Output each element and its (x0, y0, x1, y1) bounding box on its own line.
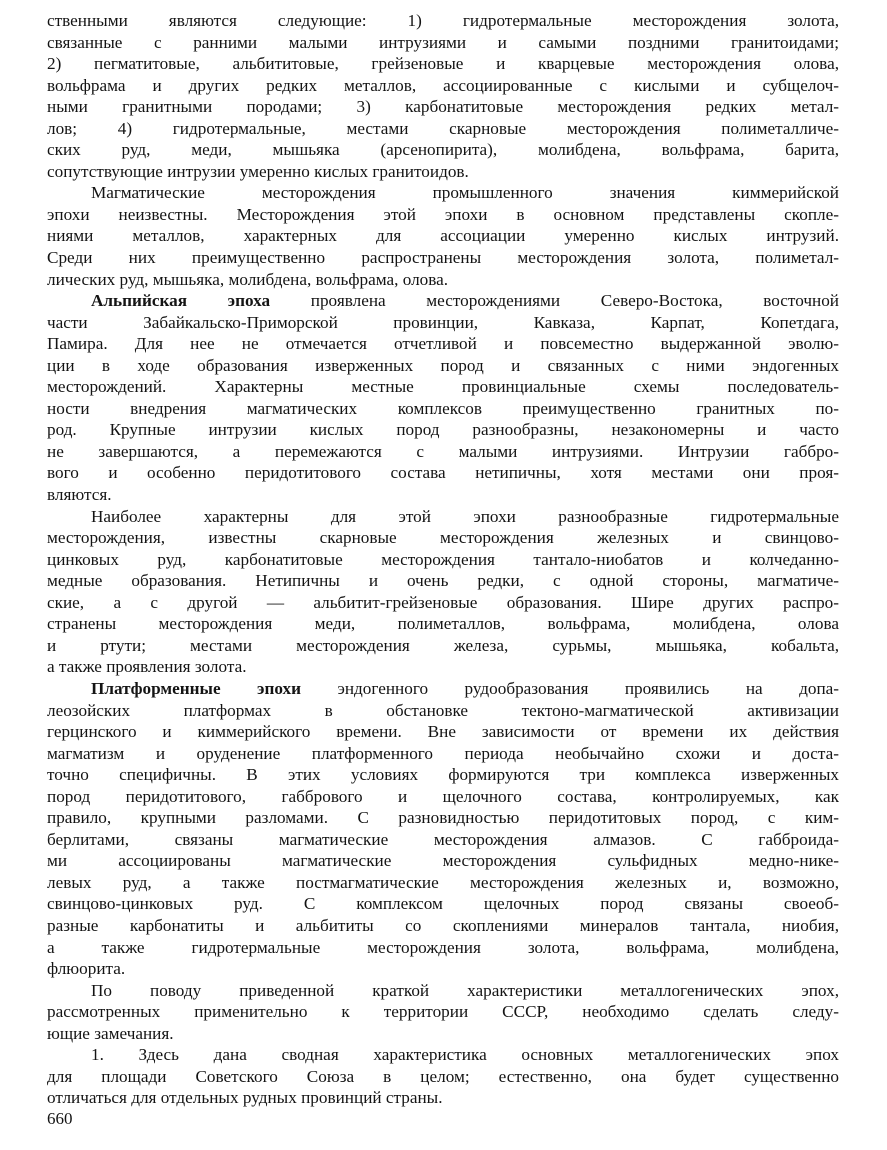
text-line: ными гранитными породами; 3) карбонатитовые месторождения редких метал- (47, 97, 839, 117)
paragraph-platform-epochs (47, 678, 839, 980)
text-line: а также гидротермальные месторождения золота, вольфрама, молибдена, (47, 937, 839, 957)
text-line (47, 290, 839, 312)
text-line: флюорита. (47, 959, 126, 979)
text-line: ции в ходе образования изверженных пород и связанных с ними эндогенных (47, 355, 839, 375)
text-line: и ртути; местами месторождения железа, сурьмы, мышьяка, кобальта, (47, 635, 839, 655)
text-line: вольфрама и других редких металлов, ассоциированные с кислыми и субщелоч- (47, 75, 839, 95)
text-line: ских руд, меди, мышьяка (арсенопирита), молибдена, вольфрама, барита, (47, 140, 839, 160)
text-line: лов; 4) гидротермальные, местами скарновые месторождения полиметалличе- (47, 118, 839, 138)
text-line: левых руд, а также постмагматические месторождения железных и, возможно, (47, 872, 839, 892)
text-line: ские, а с другой — альбитит-грейзеновые образования. Шире других распро- (47, 592, 839, 612)
text-line: Памира. Для нее не отмечается отчетливой и повсеместно выдержанной эволю- (47, 334, 839, 354)
term-alpine-epoch: Альпийская эпоха (91, 291, 271, 311)
text-line: отличаться для отдельных рудных провинций страны. (47, 1088, 443, 1108)
text-line: цинковых руд, карбонатитовые месторождения тантало-ниобатов и колчеданно- (47, 549, 839, 569)
text-line: лических руд, мышьяка, молибдена, вольфрама, олова. (47, 269, 449, 289)
paragraph-continuation (47, 10, 839, 182)
text-line: ственными являются следующие: 1) гидротермальные месторождения золота, (47, 11, 839, 30)
text-line: разные карбонатиты и альбититы со скоплениями минералов тантала, ниобия, (47, 915, 839, 935)
text-line: медные образования. Нетипичны и очень редки, с одной стороны, магматиче- (47, 571, 839, 591)
paragraph-alpine-deposits (47, 506, 839, 678)
text-line: ниями металлов, характерных для ассоциации умеренно кислых интрузий. (47, 226, 839, 246)
text-line: для площади Советского Союза в целом; естественно, она будет существенно (47, 1066, 839, 1086)
paragraph-cimmerian-magmatic (47, 182, 839, 290)
text-line: месторождений. Характерны местные провинциальные схемы последователь- (47, 377, 839, 397)
text-line (47, 678, 839, 700)
text-line: части Забайкальско-Приморской провинции, Кавказа, Карпат, Копетдага, (47, 312, 839, 332)
paragraph-alpine-epoch (47, 290, 839, 505)
text-line: сопутствующие интрузии умеренно кислых гранитоидов. (47, 161, 469, 181)
text-line: герцинского и киммерийского времени. Вне зависимости от времени их действия (47, 722, 839, 742)
text-line: не завершаются, а перемежаются с малыми интрузиями. Интрузии габбро- (47, 441, 839, 461)
text-line: 1. Здесь дана сводная характеристика основных металлогенических эпох (91, 1045, 839, 1065)
paragraph-remark-1 (47, 1044, 839, 1109)
text-line: вого и особенно перидотитового состава нетипичны, хотя местами они проя- (47, 463, 839, 483)
text-line: эпохи неизвестны. Месторождения этой эпохи в основном представлены скопле- (47, 204, 839, 224)
text-line: пород перидотитового, габбрового и щелочного состава, контролируемых, как (47, 786, 839, 806)
text-line: странены месторождения меди, полиметаллов, вольфрама, молибдена, олова (47, 614, 839, 634)
text-line: Среди них преимущественно распространены месторождения золота, полиметал- (47, 248, 839, 268)
text-line: магматизм и оруденение платформенного периода необычайно схожи и доста- (47, 743, 839, 763)
page-body (47, 10, 839, 1109)
term-platform-epochs: Платформенные эпохи (91, 678, 302, 698)
text-line: ми ассоциированы магматические месторождения сульфидных медно-нике- (47, 851, 839, 871)
text-line: правило, крупными разломами. С разновидностью перидотитовых пород, с ким- (47, 808, 839, 828)
text-line: Наиболее характерны для этой эпохи разнообразные гидротермальные (91, 506, 839, 526)
text-line: связанные с ранними малыми интрузиями и самыми поздними гранитоидами; (47, 32, 839, 52)
text-line: 2) пегматитовые, альбититовые, грейзеновые и кварцевые месторождения олова, (47, 54, 839, 74)
text-line-rest: проявлена месторождениями Северо-Востока, восточной (270, 291, 839, 311)
text-line: точно специфичны. В этих условиях формируются три комплекса изверженных (47, 765, 839, 785)
text-line: свинцово-цинковых руд. С комплексом щелочных пород связаны своеоб- (47, 894, 839, 914)
text-line: берлитами, связаны магматические месторождения алмазов. С габброида- (47, 829, 839, 849)
text-line: По поводу приведенной краткой характеристики металлогенических эпох, (91, 980, 839, 1000)
text-line: Магматические месторождения промышленного значения киммерийской (91, 183, 839, 203)
text-line: рассмотренных применительно к территории СССР, необходимо сделать следу- (47, 1002, 839, 1022)
text-line: месторождения, известны скарновые месторождения железных и свинцово- (47, 528, 839, 548)
text-line: а также проявления золота. (47, 657, 247, 677)
text-line: род. Крупные интрузии кислых пород разнообразны, незакономерны и часто (47, 420, 839, 440)
text-line: леозойских платформах в обстановке тектоно-магматической активизации (47, 700, 839, 720)
text-line-rest: эндогенного рудообразования проявились на допа- (301, 678, 839, 698)
text-line: ности внедрения магматических комплексов преимущественно гранитных по- (47, 398, 839, 418)
text-line: вляются. (47, 485, 112, 505)
paragraph-remarks-intro (47, 980, 839, 1045)
text-line: ющие замечания. (47, 1023, 174, 1043)
page-number: 660 (47, 1109, 73, 1128)
